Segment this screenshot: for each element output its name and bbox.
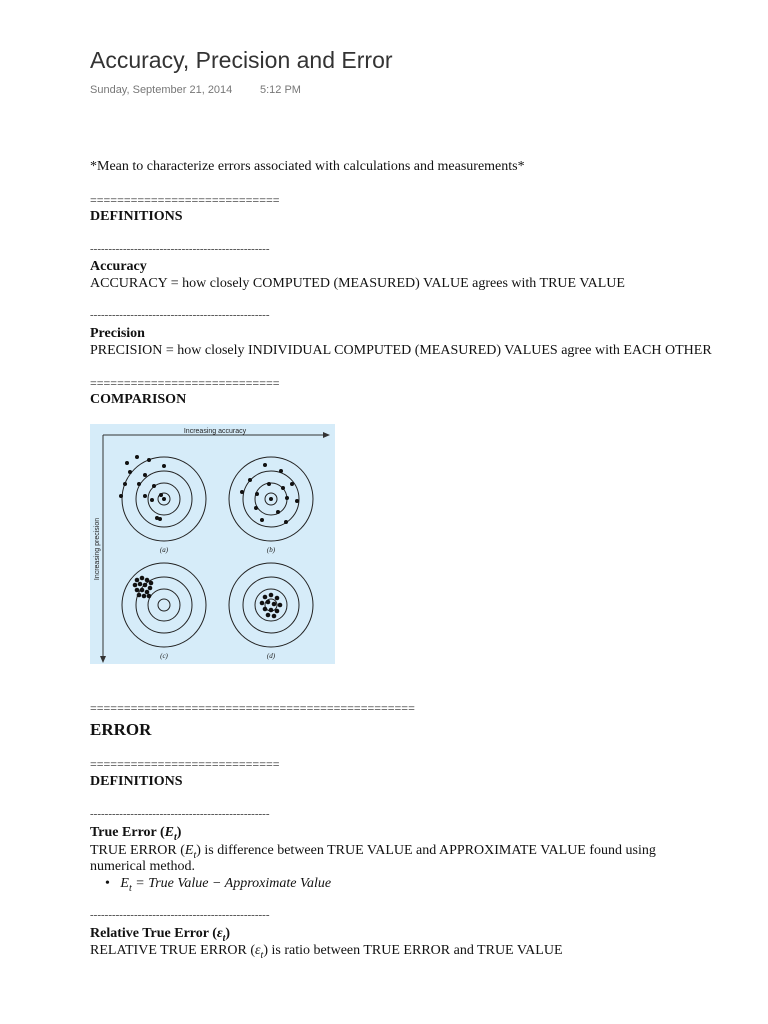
- true-error-formula: • $E_t$ = True Value − Approximate Value: [105, 876, 332, 894]
- true-error-heading: True Error $(E_t)$: [90, 825, 182, 843]
- separator: ============================: [90, 193, 280, 207]
- precision-definition: PRECISION = how closely INDIVIDUAL COMPUTED (MEASURED) VALUES agree with EACH OTHER: [90, 343, 712, 358]
- separator-long: ================================================: [90, 701, 415, 715]
- figure-background: [90, 424, 335, 664]
- relative-true-error-heading: Relative True Error $(\varepsilon_t)$: [90, 926, 231, 944]
- dash-separator: -------------------------------------------------: [90, 808, 270, 820]
- error-definitions-heading: DEFINITIONS: [90, 774, 183, 789]
- accuracy-precision-figure: [90, 424, 335, 664]
- panel-label-c: (c): [160, 652, 168, 660]
- separator: ============================: [90, 757, 280, 771]
- page-date: Sunday, September 21, 2014: [90, 84, 233, 96]
- panel-label-b: (b): [266, 546, 276, 554]
- dash-separator: -------------------------------------------------: [90, 909, 270, 921]
- separator: ============================: [90, 376, 280, 390]
- intro-text: *Mean to characterize errors associated with calculations and measurements*: [90, 159, 525, 174]
- precision-heading: Precision: [90, 326, 145, 341]
- accuracy-definition: ACCURACY = how closely COMPUTED (MEASURED) VALUE agrees with TRUE VALUE: [90, 276, 625, 291]
- error-heading: ERROR: [90, 720, 152, 739]
- true-error-definition: TRUE ERROR $(E_t)$ is difference between TRUE VALUE and APPROXIMATE VALUE found using: [90, 843, 656, 861]
- panel-label-d: (d): [266, 652, 276, 660]
- definitions-heading: DEFINITIONS: [90, 209, 183, 224]
- accuracy-heading: Accuracy: [90, 259, 147, 274]
- comparison-heading: COMPARISON: [90, 392, 187, 407]
- page-time: 5:12 PM: [260, 84, 301, 96]
- dash-separator: -------------------------------------------------: [90, 309, 270, 321]
- panel-label-a: (a): [159, 546, 169, 554]
- relative-true-error-definition: RELATIVE TRUE ERROR $(\varepsilon_t)$ is ratio between TRUE ERROR and TRUE VALUE: [90, 943, 563, 961]
- true-error-definition-cont: numerical method.: [90, 859, 195, 874]
- dash-separator: -------------------------------------------------: [90, 243, 270, 255]
- precision-axis-label: Increasing precision: [94, 517, 101, 581]
- page-title: Accuracy, Precision and Error: [90, 47, 393, 73]
- accuracy-axis-label: Increasing accuracy: [183, 428, 247, 435]
